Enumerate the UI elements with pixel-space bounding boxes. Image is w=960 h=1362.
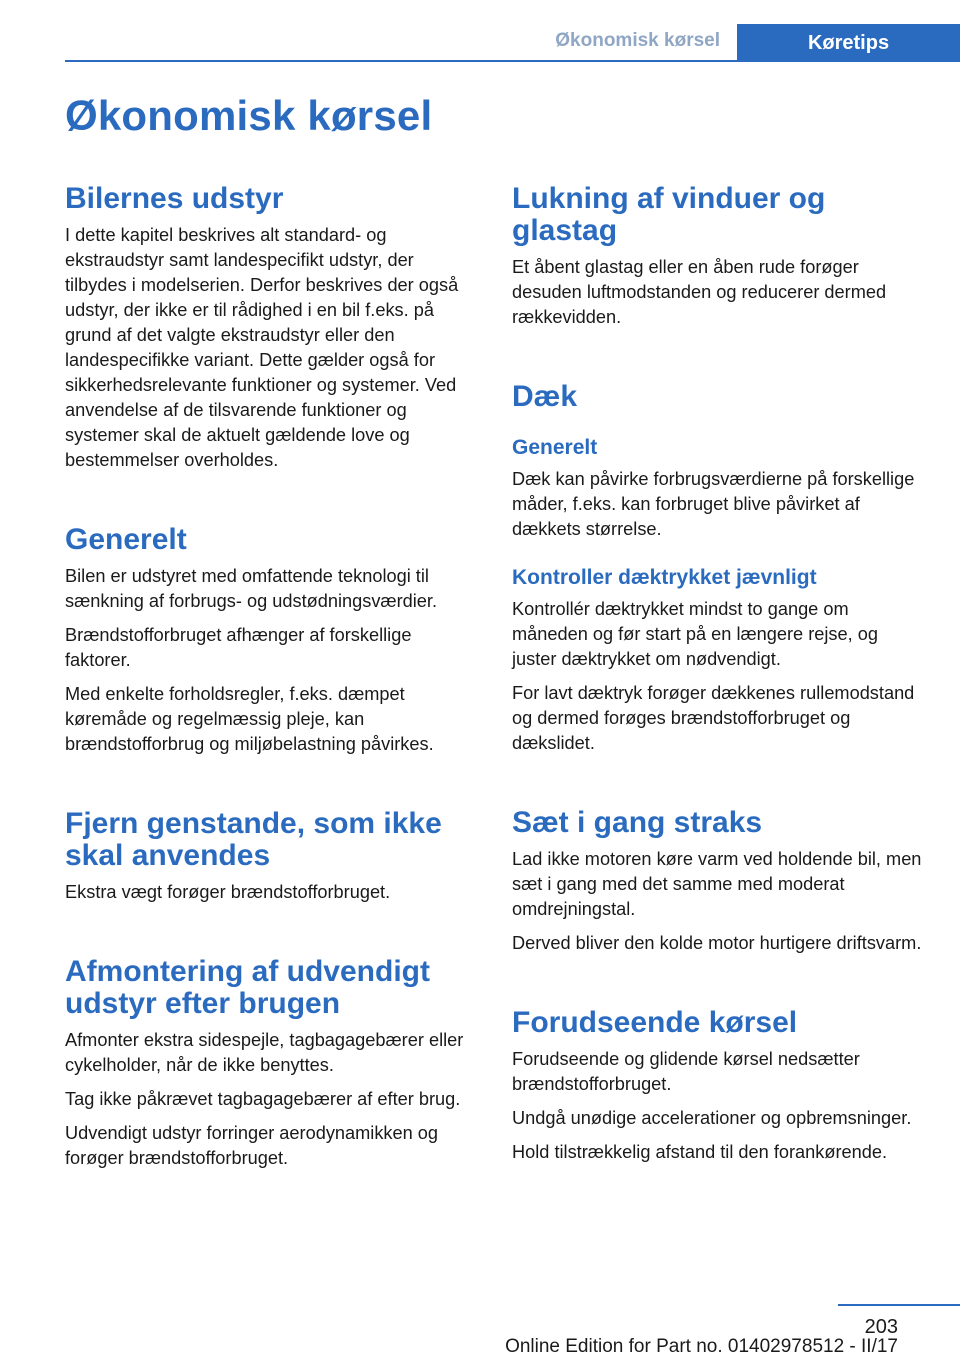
left-column bbox=[65, 183, 479, 1180]
section-heading-equipment: Bilernes udstyr bbox=[65, 182, 284, 215]
section-paragraph: Brændstofforbruget afhænger af forskellige faktorer. bbox=[65, 625, 412, 670]
section-paragraph: Undgå unødige accelerationer og opbremsninger. bbox=[512, 1108, 912, 1128]
right-column bbox=[512, 183, 926, 1174]
section-paragraph: Tag ikke påkrævet tagbagagebærer af efter brug. bbox=[65, 1089, 461, 1109]
section-paragraph: Derved bliver den kolde motor hurtigere driftsvarm. bbox=[512, 933, 922, 953]
section-paragraph: Afmonter ekstra sidespejle, tagbagagebærer eller cykelholder, når de ikke benyttes. bbox=[65, 1030, 464, 1075]
header-chapter-tab: Køretips bbox=[737, 24, 960, 62]
page-number: 203 bbox=[864, 1316, 898, 1338]
section-paragraph: Ekstra vægt forøger brændstofforbruget. bbox=[65, 882, 391, 902]
section-paragraph: Med enkelte forholdsregler, f.eks. dæmpet køremåde og regelmæssig pleje, kan brændstofforbrug og miljøbelastning påvirkes. bbox=[65, 684, 434, 754]
section-heading-tyres: Dæk bbox=[512, 380, 578, 413]
section-paragraph: Udvendigt udstyr forringer aerodynamikken og forøger brændstofforbruget. bbox=[65, 1123, 439, 1168]
section-paragraph: For lavt dæktryk forøger dækkenes rullemodstand og dermed forøges brændstofforbruget og dækslidet. bbox=[512, 683, 915, 753]
section-heading-remove-items: Fjern genstande, som ikke skal anvendes bbox=[65, 807, 442, 872]
section-paragraph: Kontrollér dæktrykket mindst to gange om måneden og før start på en længere rejse, og juster dæktrykket om nødvendigt. bbox=[512, 599, 878, 669]
section-paragraph: I dette kapitel beskrives alt standard- og ekstraudstyr samt landespecifikt udstyr, der tilbydes i modelserien. Derfor beskrives der også udstyr, der ikke er til rådighed i en bil f.eks. på grund af det valgte ekstraudstyr eller den landespecifikke variant. Dette gælder også for sikkerhedsrelevante funktioner og systemer. Ved anvendelse af de tilsvarende funktioner og systemer skal de aktuelt gældende love og bestemmelser overholdes. bbox=[65, 225, 459, 470]
subsection-heading-check-tyre-pressure: Kontroller dæktrykket jævnligt bbox=[512, 566, 817, 589]
section-paragraph: Forudseende og glidende kørsel nedsætter brændstofforbruget. bbox=[512, 1049, 860, 1094]
section-heading-close-windows: Lukning af vinduer og glastag bbox=[512, 182, 826, 247]
section-paragraph: Et åbent glastag eller en åben rude forøger desuden luftmodstanden og reducerer dermed rækkevidden. bbox=[512, 257, 887, 327]
section-paragraph: Dæk kan påvirke forbrugsværdierne på forskellige måder, f.eks. kan forbruget blive påvirket af dækkets størrelse. bbox=[512, 469, 915, 539]
subsection-heading-general: Generelt bbox=[512, 436, 598, 459]
section-heading-start-immediately: Sæt i gang straks bbox=[512, 806, 763, 839]
section-heading-remove-external-equipment: Afmontering af udvendigt udstyr efter brugen bbox=[65, 955, 430, 1020]
edition-line: Online Edition for Part no. 01402978512 - II/17 bbox=[505, 1336, 898, 1357]
section-paragraph: Hold tilstrækkelig afstand til den forankørende. bbox=[512, 1142, 888, 1162]
section-heading-anticipatory-driving: Forudseende kørsel bbox=[512, 1006, 798, 1039]
section-paragraph: Lad ikke motoren køre varm ved holdende bil, men sæt i gang med det samme med moderat omdrejningstal. bbox=[512, 849, 922, 919]
header-section-label: Økonomisk kørsel bbox=[555, 30, 720, 51]
section-heading-general: Generelt bbox=[65, 523, 187, 556]
page-title: Økonomisk kørsel bbox=[65, 92, 433, 139]
footer-rule bbox=[838, 1304, 960, 1306]
section-paragraph: Bilen er udstyret med omfattende teknologi til sænkning af forbrugs- og udstødningsværdier. bbox=[65, 566, 438, 611]
